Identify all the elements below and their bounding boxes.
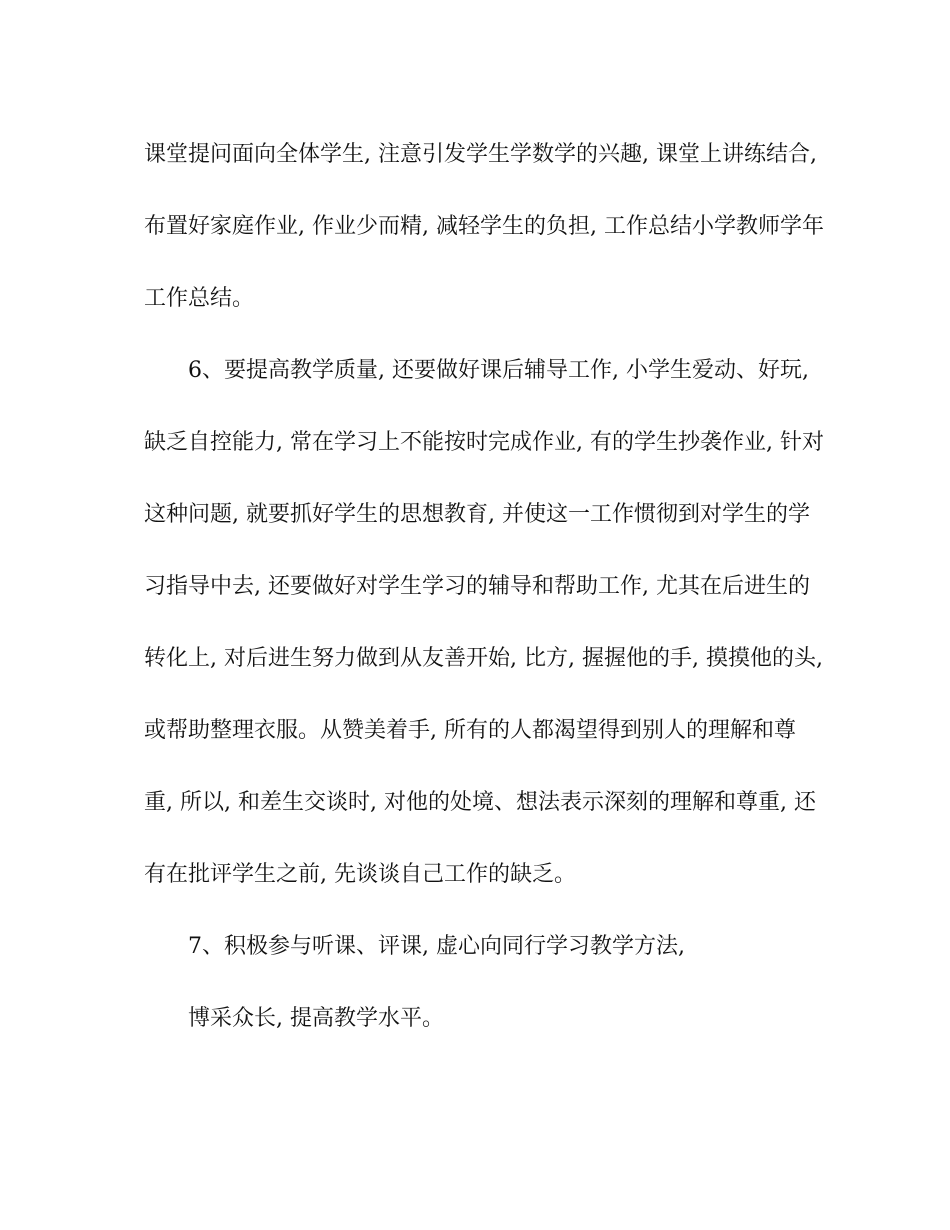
paragraph-line: 工作总结。 — [144, 286, 255, 311]
paragraph-line: 7、积极参与听课、评课, 虚心向同行学习教学方法, — [188, 934, 685, 959]
paragraph-line: 6、要提高教学质量, 还要做好课后辅导工作, 小学生爱动、好玩, — [188, 358, 809, 383]
paragraph-line: 博采众长, 提高教学水平。 — [188, 1006, 444, 1031]
paragraph-line: 课堂提问面向全体学生, 注意引发学生学数学的兴趣, 课堂上讲练结合, — [144, 142, 817, 167]
paragraph-line: 习指导中去, 还要做好对学生学习的辅导和帮助工作, 尤其在后进生的 — [144, 574, 810, 599]
paragraph-line: 缺乏自控能力, 常在学习上不能按时完成作业, 有的学生抄袭作业, 针对 — [144, 430, 824, 455]
paragraph-line: 布置好家庭作业, 作业少而精, 减轻学生的负担, 工作总结小学教师学年 — [144, 214, 824, 239]
paragraph-line: 这种问题, 就要抓好学生的思想教育, 并使这一工作惯彻到对学生的学 — [144, 502, 810, 527]
paragraph-line: 或帮助整理衣服。从赞美着手, 所有的人都渴望得到别人的理解和尊 — [144, 718, 796, 743]
paragraph-line: 转化上, 对后进生努力做到从友善开始, 比方, 握握他的手, 摸摸他的头, — [144, 646, 823, 671]
paragraph-line: 有在批评学生之前, 先谈谈自己工作的缺乏。 — [144, 862, 576, 887]
paragraph-line: 重, 所以, 和差生交谈时, 对他的处境、想法表示深刻的理解和尊重, 还 — [144, 790, 816, 815]
